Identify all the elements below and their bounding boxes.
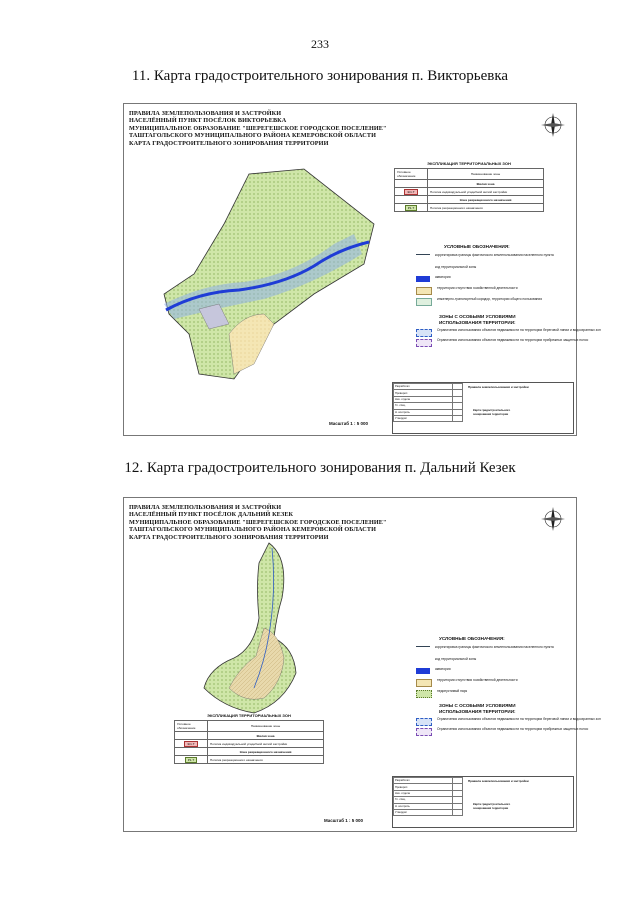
scale-label-2: Масштаб 1 : 5 000 [324,818,364,823]
zone-text-recreation: Погатка рекреационного назначения [208,756,324,764]
legend-label: код территориальной зоны [435,265,477,269]
explication-title: ЭКСПЛИКАЦИЯ ТЕРРИТОРИАЛЬНЫХ ЗОН [427,161,511,166]
explication-table-2 [174,713,324,764]
stamp-title: Правила землепользования и застройки [468,779,529,783]
explication-table-1 [394,161,544,212]
caption-map-1: 11. Карта градостроительного зонирования п. Викторьевка [131,68,509,84]
zone-code-recreation: Р1.Т [405,205,418,211]
col-header-name: Наименование зоны [428,169,544,180]
zone-text-residential: Погатка индивидуальной усадебной жилой застройки [428,188,544,196]
header-line: КАРТА ГРАДОСТРОИТЕЛЬНОГО ЗОНИРОВАНИЯ ТЕРРИТОРИИ [129,533,329,541]
header-line: НАСЕЛЁННЫЙ ПУНКТ ПОСЁЛОК ДАЛЬНИЙ КЕЗЕК [129,511,294,519]
legend-2 [416,646,566,706]
zone-code-residential: Ж1.Т [184,741,197,747]
header-line: НАСЕЛЁННЫЙ ПУНКТ ПОСЁЛОК ВИКТОРЬЕВКА [129,117,287,125]
stamp-row: Разработал [394,384,453,390]
legend-title-2: УСЛОВНЫЕ ОБОЗНАЧЕНИЯ: [439,636,505,641]
header-line: ПРАВИЛА ЗЕМЛЕПОЛЬЗОВАНИЯ И ЗАСТРОЙКИ [129,110,282,117]
stamp-row: Нач. отдела [394,396,453,402]
legend-title-1: УСЛОВНЫЕ ОБОЗНАЧЕНИЯ: [444,244,510,249]
legend-label: недопустимый парк [437,689,468,693]
stamp-title: Правила землепользования и застройки [468,385,529,389]
legend-swatch-water [416,276,430,282]
compass-rose-icon [540,504,566,534]
zone-code-residential: Ж1.Т [404,189,417,195]
stamp-row: Проверил [394,784,453,790]
zoning-map-1 [144,164,394,394]
title-block-2 [392,776,574,828]
col-header-name: Наименование зоны [208,721,324,732]
stamp-row: Утвердил [394,415,453,421]
stamp-row: Гл. спец. [394,403,453,409]
map-header-1 [129,110,387,147]
legend-label: корректировка границы фактического землепользования населенного пункта [435,253,554,257]
legend-label: инженерно-транспортный коридор, территории общего пользования [437,297,542,301]
stamp-subtitle: Карта градостроительного зонирования территории [473,802,511,810]
legend-swatch-no-activity [416,287,432,295]
stamp-row: Разработал [394,778,453,784]
legend-label: код территориальной зоны [435,657,477,661]
special-zones-title-2b: ИСПОЛЬЗОВАНИЯ ТЕРРИТОРИИ: [439,709,516,714]
special-legend-1 [416,328,601,359]
zoning-map-2 [184,538,354,728]
legend-label: корректировка границы фактического землепользования населенного пункта [435,645,554,649]
special-zones-title-2a: ЗОНЫ С ОСОБЫМИ УСЛОВИЯМИ [439,703,516,708]
legend-swatch-code [416,266,430,270]
zone-text-recreation: Погатка рекреационного назначения [428,204,544,212]
header-line: ПРАВИЛА ЗЕМЛЕПОЛЬЗОВАНИЯ И ЗАСТРОЙКИ [129,504,282,511]
scale-label-1: Масштаб 1 : 5 000 [329,421,369,426]
stamp-row: Н. контроль [394,409,453,415]
map-header-2 [129,504,387,541]
legend-label: Ограничения использования объектов недвижимости на территории прибрежных защитных полос [437,338,589,342]
legend-label: территории отсутствия хозяйственной деятельности [437,678,518,682]
compass-rose-icon [540,110,566,140]
stamp-row: Утвердил [394,809,453,815]
legend-label: акватория [435,275,451,279]
group-residential: Жилая зона [428,180,544,188]
group-residential: Жилая зона [208,732,324,740]
stamp-subtitle: Карта градостроительного зонирования территории [473,408,511,416]
col-header-symbol: Условное обозначение [395,169,428,180]
header-line: ТАШТАГОЛЬСКОГО МУНИЦИПАЛЬНОГО РАЙОНА КЕМЕРОВСКОЙ ОБЛАСТИ [129,526,377,534]
legend-label: Ограничения использования объектов недвижимости на территории береговой линии и водоохранных зон [437,328,601,332]
stamp-row: Проверил [394,390,453,396]
legend-swatch-water-zone [416,718,432,726]
title-block-1 [392,382,574,434]
legend-swatch-corridor [416,298,432,306]
legend-swatch-coastal-strip [416,728,432,736]
legend-label: Ограничения использования объектов недвижимости на территории береговой линии и водоохранных зон [437,717,601,721]
legend-swatch-park [416,690,432,698]
header-line: КАРТА ГРАДОСТРОИТЕЛЬНОГО ЗОНИРОВАНИЯ ТЕРРИТОРИИ [129,139,329,147]
group-recreation: Зона рекреационного назначения [208,748,324,756]
legend-label: Ограничения использования объектов недвижимости на территории прибрежных защитных полос [437,727,589,731]
legend-swatch-water [416,668,430,674]
map-sheet-2 [123,497,601,832]
explication-title: ЭКСПЛИКАЦИЯ ТЕРРИТОРИАЛЬНЫХ ЗОН [207,713,291,718]
zone-text-residential: Погатка индивидуальной усадебной жилой застройки [208,740,324,748]
stamp-row: Нач. отдела [394,790,453,796]
legend-swatch-code [416,658,430,662]
stamp-row: Н. контроль [394,803,453,809]
map-sheet-1 [123,103,601,436]
legend-label: акватория [435,667,451,671]
page-number: 233 [311,37,329,51]
legend-swatch-coastal-strip [416,339,432,347]
special-legend-2 [416,717,601,748]
header-line: МУНИЦИПАЛЬНОЕ ОБРАЗОВАНИЕ "ШЕРЕГЕШСКОЕ ГОРОДСКОЕ ПОСЕЛЕНИЕ" [129,124,387,132]
header-line: ТАШТАГОЛЬСКОГО МУНИЦИПАЛЬНОГО РАЙОНА КЕМЕРОВСКОЙ ОБЛАСТИ [129,132,377,140]
legend-swatch-water-zone [416,329,432,337]
header-line: МУНИЦИПАЛЬНОЕ ОБРАЗОВАНИЕ "ШЕРЕГЕШСКОЕ ГОРОДСКОЕ ПОСЕЛЕНИЕ" [129,518,387,526]
legend-swatch-boundary [416,646,430,650]
special-zones-title-1a: ЗОНЫ С ОСОБЫМИ УСЛОВИЯМИ [439,314,516,319]
group-recreation: Зона рекреационного назначения [428,196,544,204]
legend-swatch-boundary [416,254,430,258]
caption-map-2: 12. Карта градостроительного зонирования п. Дальний Кезек [124,460,516,476]
col-header-symbol: Условное обозначение [175,721,208,732]
special-zones-title-1b: ИСПОЛЬЗОВАНИЯ ТЕРРИТОРИИ: [439,320,516,325]
legend-swatch-no-activity [416,679,432,687]
zone-code-recreation: Р1.Т [185,757,198,763]
stamp-row: Гл. спец. [394,797,453,803]
settlement-boundary [164,169,374,379]
legend-label: территории отсутствия хозяйственной деятельности [437,286,518,290]
